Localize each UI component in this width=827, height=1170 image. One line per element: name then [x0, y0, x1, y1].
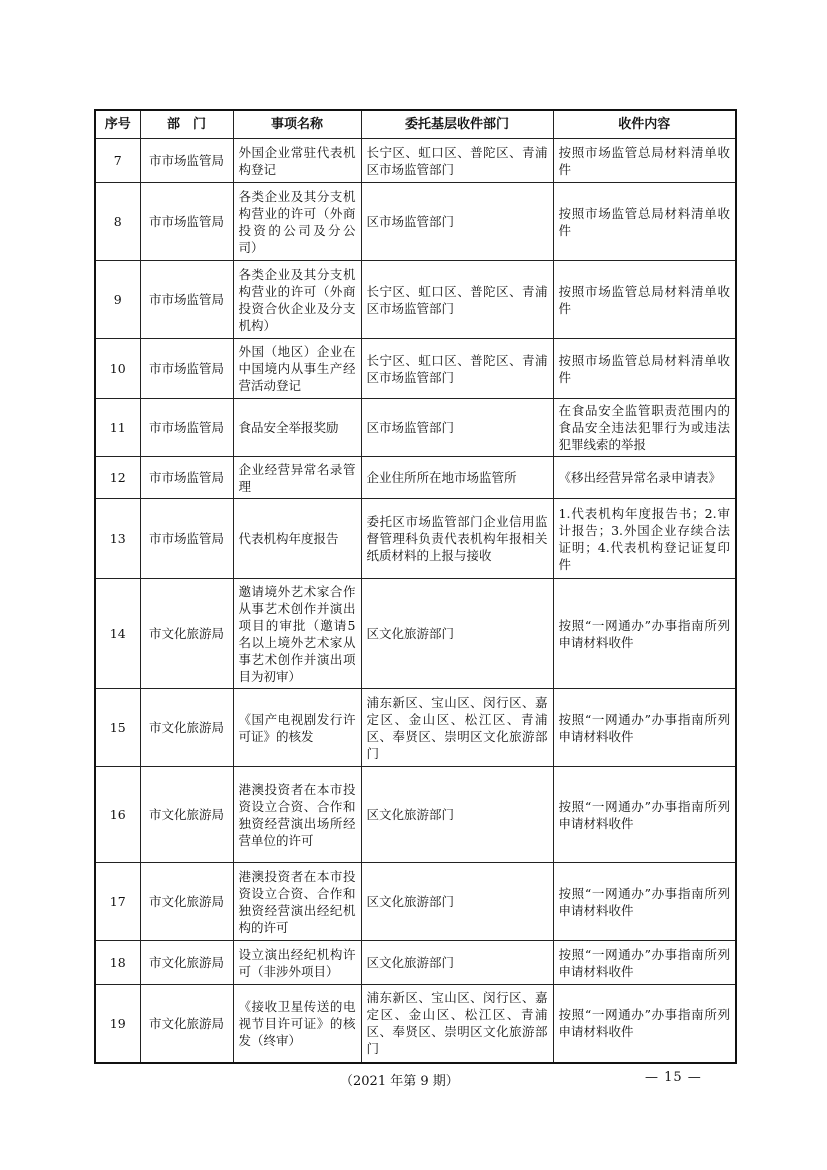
- row-dept: 市市场监管局: [140, 261, 233, 339]
- table-row: [95, 579, 736, 689]
- row-content: 按照“一网通办”办事指南所列申请材料收件: [553, 863, 736, 941]
- row-dept: 市文化旅游局: [140, 767, 233, 863]
- row-content: 按照“一网通办”办事指南所列申请材料收件: [553, 941, 736, 985]
- row-office: 长宁区、虹口区、普陀区、青浦区市场监管部门: [361, 261, 553, 339]
- row-office: 区市场监管部门: [361, 183, 553, 261]
- row-office: 区市场监管部门: [361, 399, 553, 457]
- issue-label: （2021 年第 9 期）: [340, 1074, 459, 1089]
- row-seq: 18: [95, 941, 140, 985]
- row-item: 各类企业及其分支机构营业的许可（外商投资合伙企业及分支机构）: [233, 261, 361, 339]
- row-item: 邀请境外艺术家合作从事艺术创作并演出项目的审批（邀请5名以上境外艺术家从事艺术创作并演出项目为初审）: [233, 579, 361, 689]
- row-seq: 15: [95, 689, 140, 767]
- row-dept: 市文化旅游局: [140, 985, 233, 1063]
- row-office: 浦东新区、宝山区、闵行区、嘉定区、金山区、松江区、青浦区、奉贤区、崇明区文化旅游部门: [361, 985, 553, 1063]
- row-dept: 市文化旅游局: [140, 579, 233, 689]
- row-item: 港澳投资者在本市投资设立合资、合作和独资经营演出场所经营单位的许可: [233, 767, 361, 863]
- row-office: 长宁区、虹口区、普陀区、青浦区市场监管部门: [361, 339, 553, 399]
- table-row: [95, 261, 736, 339]
- row-item: 港澳投资者在本市投资设立合资、合作和独资经营演出经纪机构的许可: [233, 863, 361, 941]
- row-item: 企业经营异常名录管理: [233, 457, 361, 499]
- row-content: 按照“一网通办”办事指南所列申请材料收件: [553, 767, 736, 863]
- row-item: 《接收卫星传送的电视节目许可证》的核发（终审）: [233, 985, 361, 1063]
- row-content: 在食品安全监管职责范围内的食品安全违法犯罪行为或违法犯罪线索的举报: [553, 399, 736, 457]
- row-office: 区文化旅游部门: [361, 941, 553, 985]
- table-row: [95, 339, 736, 399]
- row-item: 《国产电视剧发行许可证》的核发: [233, 689, 361, 767]
- header-dept: 部 门: [140, 110, 233, 139]
- row-dept: 市文化旅游局: [140, 941, 233, 985]
- table-row: [95, 499, 736, 579]
- header-office: 委托基层收件部门: [361, 110, 553, 139]
- row-item: 外国（地区）企业在中国境内从事生产经营活动登记: [233, 339, 361, 399]
- row-content: 按照市场监管总局材料清单收件: [553, 339, 736, 399]
- row-dept: 市市场监管局: [140, 139, 233, 183]
- row-office: 长宁区、虹口区、普陀区、青浦区市场监管部门: [361, 139, 553, 183]
- row-item: 食品安全举报奖励: [233, 399, 361, 457]
- row-seq: 10: [95, 339, 140, 399]
- row-seq: 8: [95, 183, 140, 261]
- table-row: [95, 863, 736, 941]
- row-seq: 9: [95, 261, 140, 339]
- table-row: [95, 985, 736, 1063]
- row-dept: 市市场监管局: [140, 499, 233, 579]
- row-dept: 市市场监管局: [140, 399, 233, 457]
- header-item: 事项名称: [233, 110, 361, 139]
- row-seq: 17: [95, 863, 140, 941]
- row-content: 按照“一网通办”办事指南所列申请材料收件: [553, 985, 736, 1063]
- row-office: 区文化旅游部门: [361, 863, 553, 941]
- delegation-table: [94, 109, 737, 1064]
- page-number: — 15 —: [645, 1070, 702, 1085]
- row-seq: 7: [95, 139, 140, 183]
- row-seq: 19: [95, 985, 140, 1063]
- row-dept: 市市场监管局: [140, 339, 233, 399]
- row-seq: 12: [95, 457, 140, 499]
- row-content: 按照“一网通办”办事指南所列申请材料收件: [553, 579, 736, 689]
- row-item: 代表机构年度报告: [233, 499, 361, 579]
- row-office: 区文化旅游部门: [361, 767, 553, 863]
- row-office: 企业住所所在地市场监管所: [361, 457, 553, 499]
- row-content: 1.代表机构年度报告书；2.审计报告；3.外国企业存续合法证明；4.代表机构登记证复印件: [553, 499, 736, 579]
- header-content: 收件内容: [553, 110, 736, 139]
- row-dept: 市文化旅游局: [140, 689, 233, 767]
- header-row: [95, 110, 736, 139]
- header-seq: 序号: [95, 110, 140, 139]
- table-row: [95, 941, 736, 985]
- row-content: 按照市场监管总局材料清单收件: [553, 183, 736, 261]
- row-item: 设立演出经纪机构许可（非涉外项目）: [233, 941, 361, 985]
- row-seq: 13: [95, 499, 140, 579]
- table-row: [95, 399, 736, 457]
- row-dept: 市市场监管局: [140, 183, 233, 261]
- row-seq: 11: [95, 399, 140, 457]
- row-seq: 14: [95, 579, 140, 689]
- table-row: [95, 457, 736, 499]
- row-office: 委托区市场监管部门企业信用监督管理科负责代表机构年报相关纸质材料的上报与接收: [361, 499, 553, 579]
- row-dept: 市文化旅游局: [140, 863, 233, 941]
- table-row: [95, 689, 736, 767]
- row-item: 各类企业及其分支机构营业的许可（外商投资的公司及分公司）: [233, 183, 361, 261]
- table-row: [95, 767, 736, 863]
- row-office: 浦东新区、宝山区、闵行区、嘉定区、金山区、松江区、青浦区、奉贤区、崇明区文化旅游部门: [361, 689, 553, 767]
- row-item: 外国企业常驻代表机构登记: [233, 139, 361, 183]
- row-content: 按照“一网通办”办事指南所列申请材料收件: [553, 689, 736, 767]
- row-content: 按照市场监管总局材料清单收件: [553, 261, 736, 339]
- row-content: 按照市场监管总局材料清单收件: [553, 139, 736, 183]
- table-row: [95, 183, 736, 261]
- row-seq: 16: [95, 767, 140, 863]
- table-row: [95, 139, 736, 183]
- row-dept: 市市场监管局: [140, 457, 233, 499]
- row-office: 区文化旅游部门: [361, 579, 553, 689]
- row-content: 《移出经营异常名录申请表》: [553, 457, 736, 499]
